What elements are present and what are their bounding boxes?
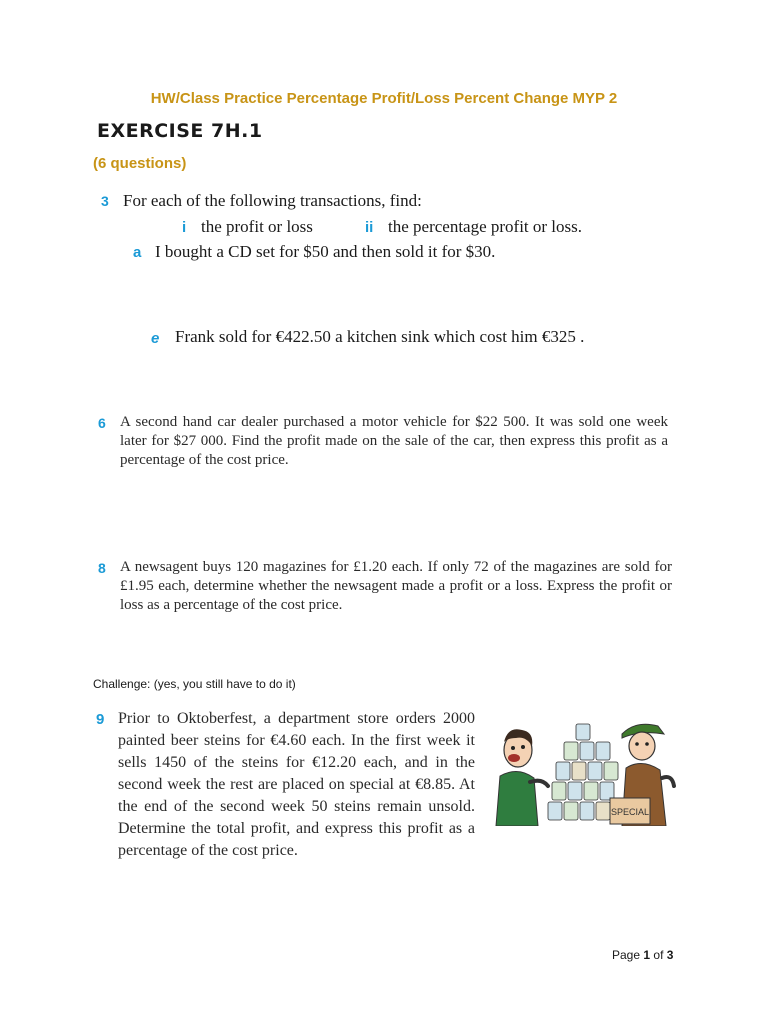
question-9-number: 9 [96,711,105,728]
question-3-number: 3 [101,193,109,209]
exercise-heading: EXERCISE 7H.1 [97,120,263,142]
oktoberfest-cartoon-illustration [490,720,678,826]
question-3-part-e-label: e [151,330,160,347]
page-prefix: Page [612,948,641,962]
question-6-number: 6 [98,415,106,431]
page-title: HW/Class Practice Percentage Profit/Loss Percent Change MYP 2 [150,90,618,107]
page-total: 3 [666,948,674,962]
question-3-sub-ii-label: ii [365,219,374,236]
question-count: (6 questions) [93,155,187,172]
special-sign-text: SPECIAL [610,807,650,817]
challenge-label: Challenge: (yes, you still have to do it) [93,677,296,691]
question-3-sub-i-label: i [182,219,187,236]
question-3-sub-ii-text: the percentage profit or loss. [388,217,583,236]
question-3-prompt: For each of the following transactions, find: [123,191,422,210]
question-6-text: A second hand car dealer purchased a motor vehicle for $22 500. It was sold one week later for $27 000. Find the profit made on the sale of the car, then express this profit as a percentage of the cost price. [120,414,668,468]
page-number [612,948,673,962]
question-3-part-a-text: I bought a CD set for $50 and then sold it for $30. [155,242,496,261]
page-current: 1 [643,948,651,962]
question-8-text: A newsagent buys 120 magazines for £1.20 each. If only 72 of the magazines are sold for £1.95 each, determine whether the newsagent made a profit or a loss. Express the profit or loss as a percentage of the cost price. [120,559,672,613]
question-8-number: 8 [98,560,106,576]
page-of: of [653,948,664,962]
question-3-part-a-label: a [133,244,142,261]
question-3-part-e-text: Frank sold for €422.50 a kitchen sink which cost him €325 . [175,327,585,346]
question-9-text: Prior to Oktoberfest, a department store orders 2000 painted beer steins for €4.60 each. In the first week it sells 1450 of the steins for €12.20 each, and in the second week the rest are placed on special at €8.85. At the end of the second week 50 steins remain unsold. Determine the total profit, and express this profit as a percentage of the cost price. [118,710,475,859]
question-3-sub-i-text: the profit or loss [201,217,313,236]
special-sign [610,798,650,824]
